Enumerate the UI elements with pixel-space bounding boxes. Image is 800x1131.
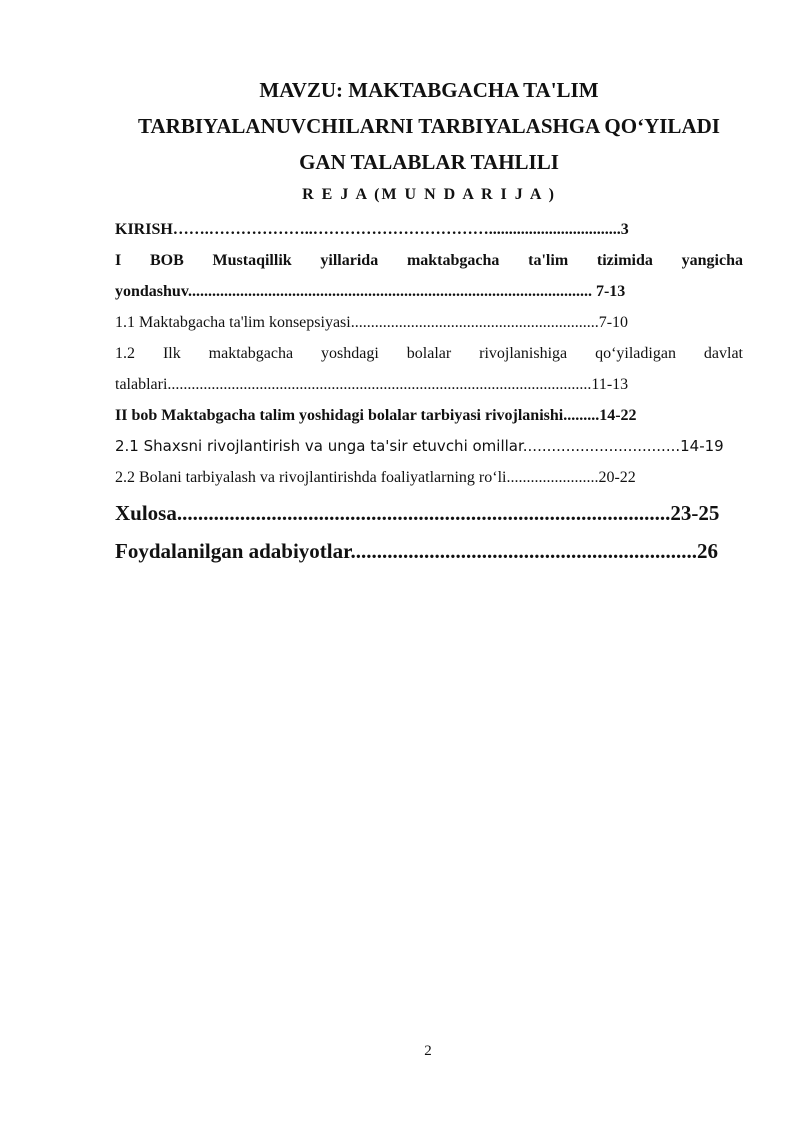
toc-section-1-1: 1.1 Maktabgacha ta'lim konsepsiyasi..............................................................7-10	[115, 314, 629, 331]
toc-section-1-2-line-2: talablari..........................................................................................................11-13	[115, 376, 629, 393]
toc-kirish: KIRISH…….………………..…………………………….................................3	[115, 221, 629, 238]
toc-chapter-1-line-2: yondashuv..................................................................................................... 7-13	[115, 283, 626, 300]
toc-adabiyotlar: Foydalanilgan adabiyotlar..................................................................26	[115, 539, 719, 563]
reja-heading: R E J A (M U N D A R I J A )	[302, 186, 556, 203]
title-line-1: MAVZU: MAKTABGACHA TA'LIM	[259, 78, 599, 102]
title-line-2: TARBIYALANUVCHILARNI TARBIYALASHGA QO‘YILADI	[138, 114, 720, 138]
toc-xulosa: Xulosa..............................................................................................23-25	[115, 501, 720, 525]
document-page	[115, 72, 743, 569]
toc-section-2-1: 2.1 Shaxsni rivojlantirish va unga ta'sir etuvchi omillar.................................14-19	[115, 437, 724, 455]
title-line-3: GAN TALABLAR TAHLILI	[299, 150, 559, 174]
toc-section-2-2: 2.2 Bolani tarbiyalash va rivojlantirishda foaliyatlarning ro‘li.......................20-22	[115, 469, 636, 486]
toc-chapter-2: II bob Maktabgacha talim yoshidagi bolalar tarbiyasi rivojlanishi.........14-22	[115, 407, 637, 424]
page-number: 2	[424, 1043, 432, 1059]
toc-chapter-1-line-1: I BOB Mustaqillik yillarida maktabgacha ta'lim tizimida yangicha	[115, 252, 743, 269]
table-of-contents	[115, 214, 743, 569]
toc-section-1-2-line-1: 1.2 Ilk maktabgacha yoshdagi bolalar rivojlanishiga qo‘yiladigan davlat	[115, 345, 743, 362]
